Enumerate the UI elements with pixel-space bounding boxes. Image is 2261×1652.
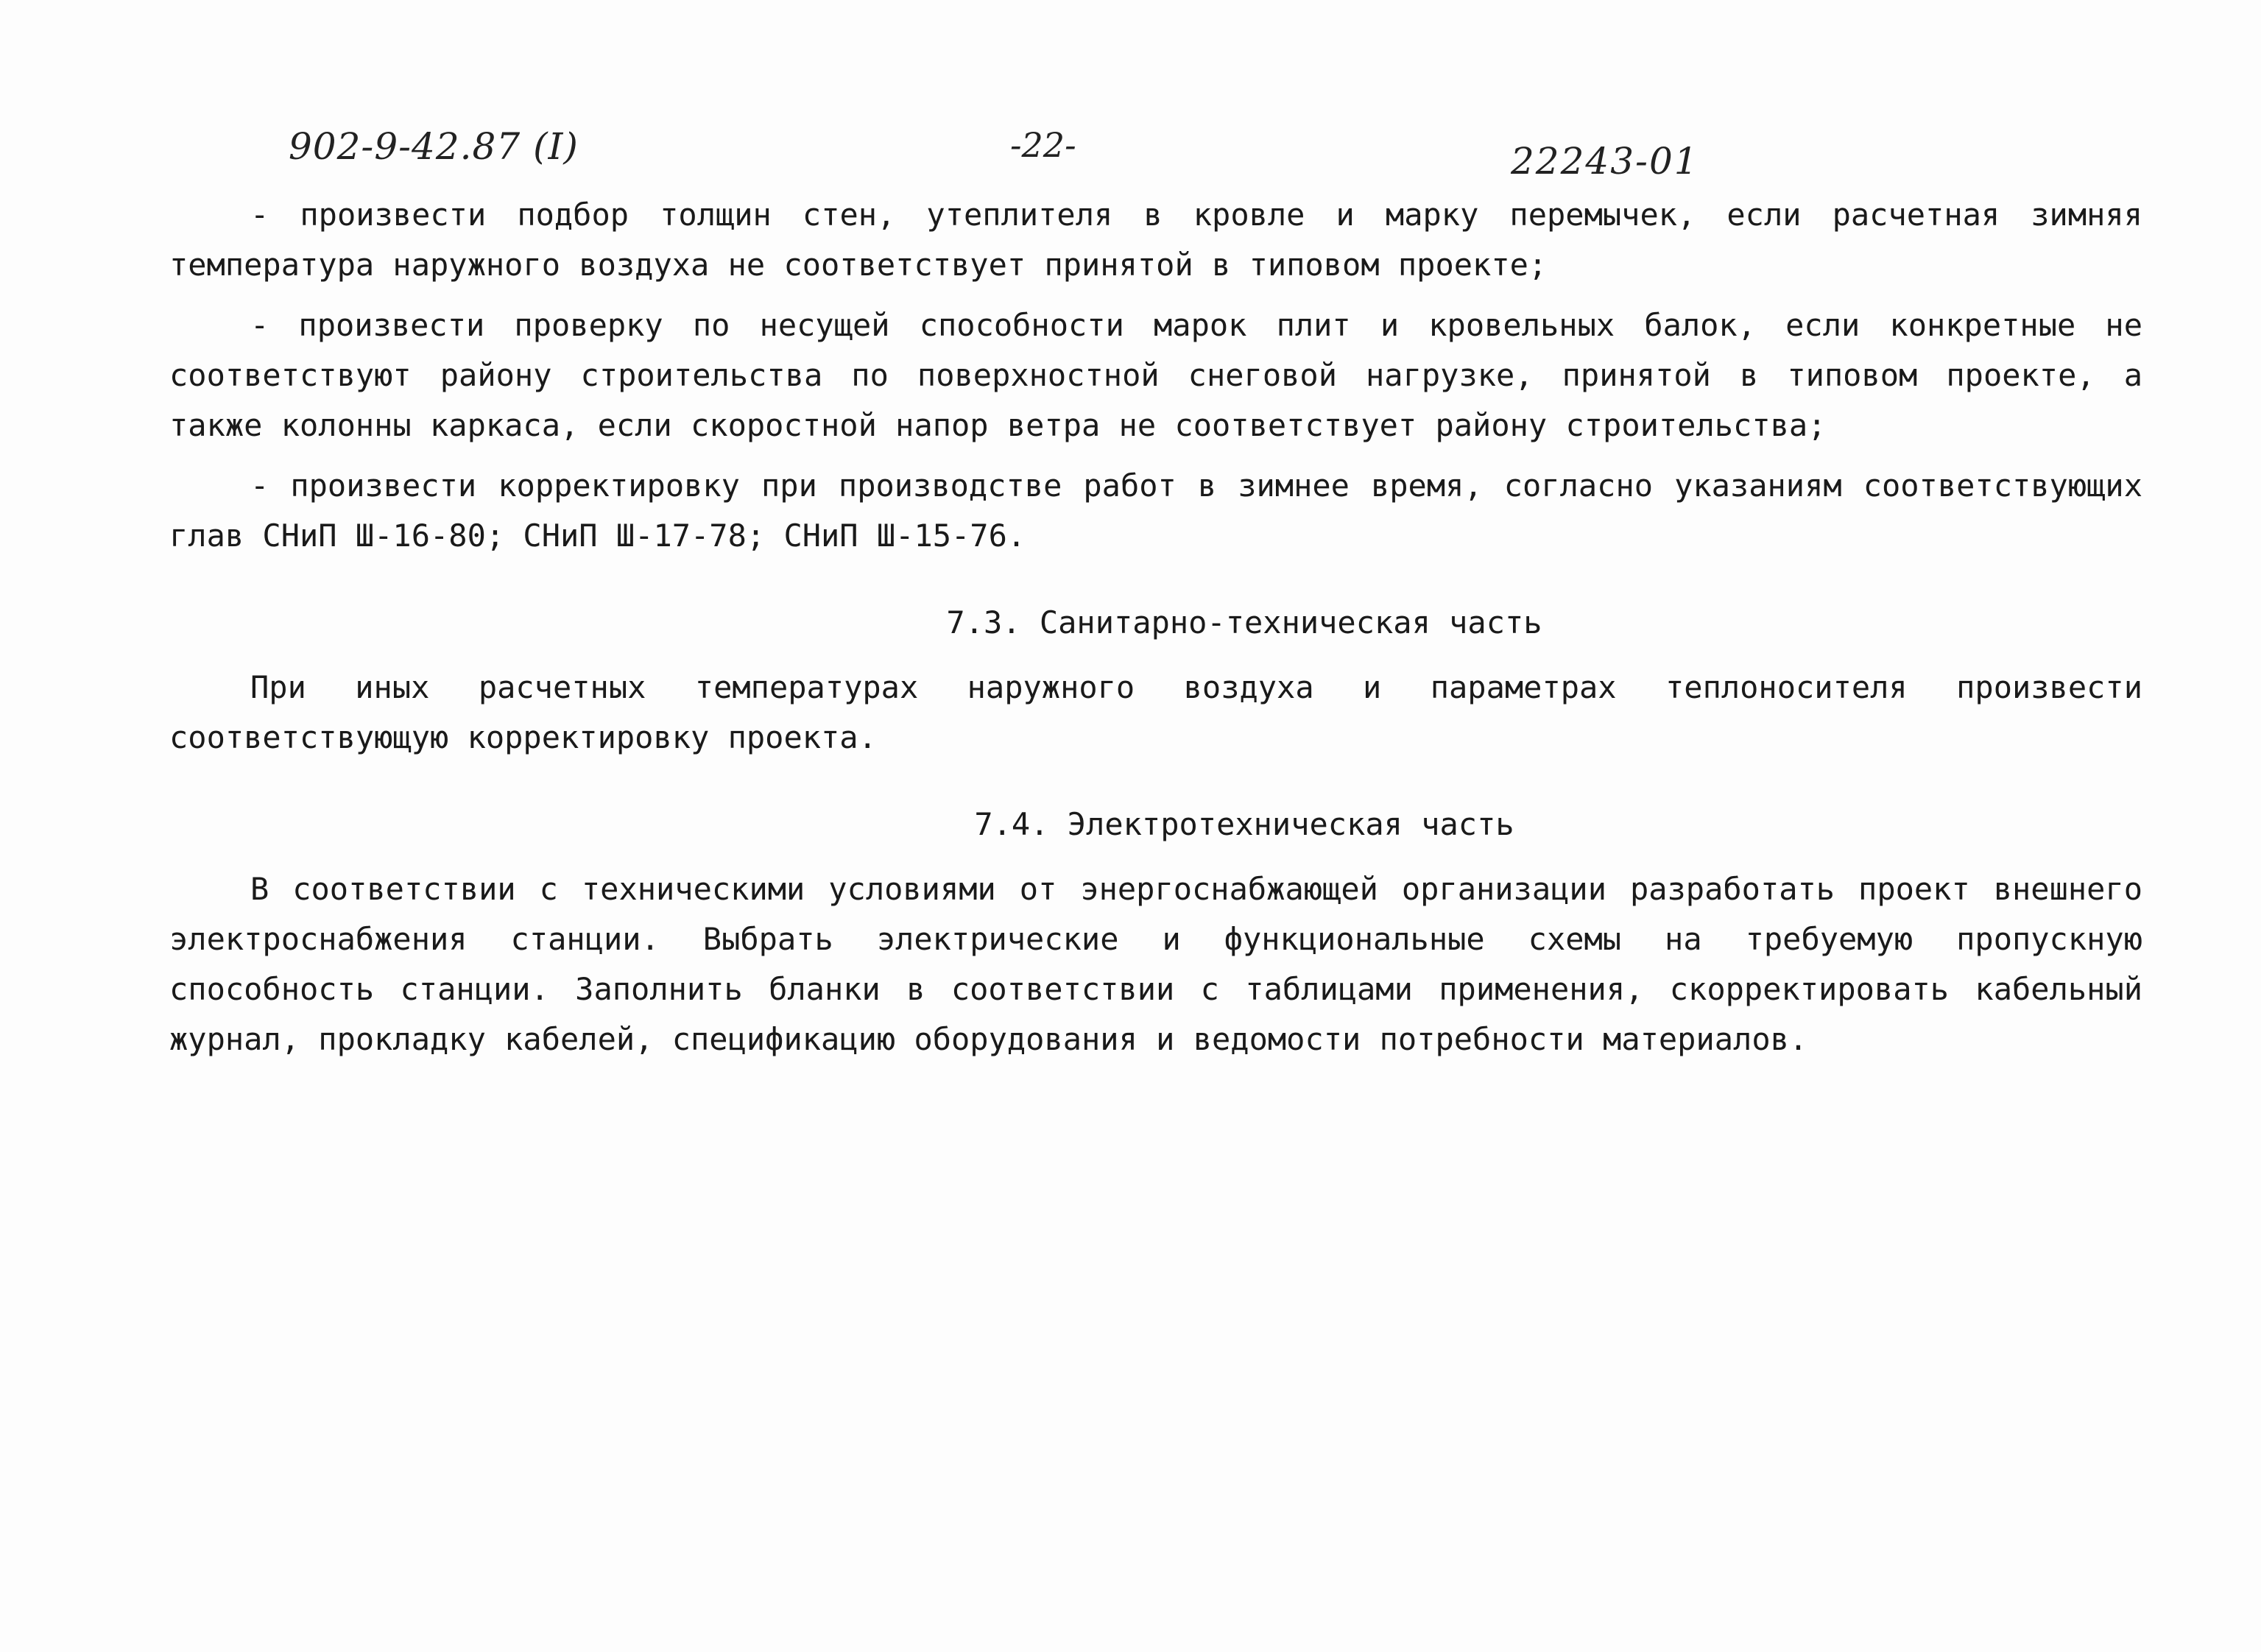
section-title-sanitary: 7.3. Санитарно-техническая часть	[946, 604, 1542, 640]
paragraph-winter-works: - произвести корректировку при производстве работ в зимнее время, согласно указаниям соответствующих глав СНиП Ш-16-80; СНиП Ш-17-78; СНиП Ш-15-76.	[169, 467, 2142, 554]
paragraph-electrical: В соответствии с техническими условиями от энергоснабжающей организации разработать проект внешнего электроснабжения станции. Выбрать электрические и функциональные схемы на требуемую пропускную способность станции. Заполнить бланки в соответствии с таблицами применения, скорректировать кабельный журнал, прокладку кабелей, спецификацию оборудования и ведомости потребности материалов.	[169, 871, 2142, 1057]
paragraph-load-check: - произвести проверку по несущей способности марок плит и кровельных балок, если конкретные не соответствуют району строительства по поверхностной снеговой нагрузке, принятой в типовом проекте, а также колонны каркаса, если скоростной напор ветра не соответствует району строительства;	[169, 307, 2142, 443]
paragraph-wall-thickness: - произвести подбор толщин стен, утеплителя в кровле и марку перемычек, если расчетная зимняя температура наружного воздуха не соответствует принятой в типовом проекте;	[169, 197, 2142, 283]
sheet-code: 22243-01	[1511, 140, 1699, 183]
document-code: 902-9-42.87 (I)	[289, 125, 579, 168]
paragraph-sanitary: При иных расчетных температурах наружного воздуха и параметрах теплоносителя произвести соответствующую корректировку проекта.	[169, 669, 2142, 755]
section-title-electrical: 7.4. Электротехническая часть	[974, 806, 1514, 842]
page-header	[0, 125, 2261, 191]
page-number: -22-	[1010, 125, 1076, 165]
document-body	[169, 190, 2142, 1075]
